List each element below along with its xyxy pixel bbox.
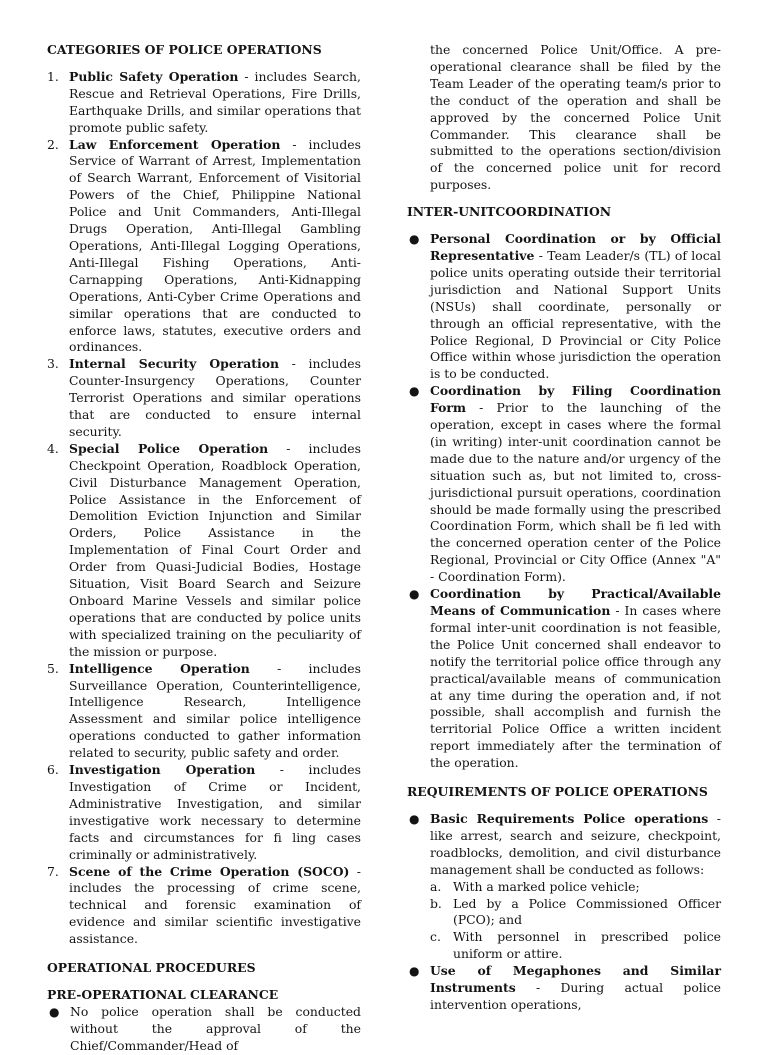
category-item: 2. Law Enforcement Operation - includes Service of Warrant of Arrest, Implementation of Search Warrant, Enforcement of Visitorial Powers of the Chief, Philippine National Police and Unit Commanders, Anti-Illegal Drugs Operation, Anti-Illegal Gambling Operations, Anti-Illegal Logging Operations, Anti-Illegal Fishing Operations, Anti-Carnapping Operations, Anti-Kidnapping Operations, Anti-Cyber Crime Operations and similar operations that are conducted to enforce laws, statutes, executive orders and ordinances. [47, 136, 361, 355]
requirement-item: ● Basic Requirements Police operations - like arrest, search and seizure, checkpoint, roadblocks, demolition, and civil disturbance management shall be conducted as follows: a. With a marked police vehicle; b. Led by a Police Commissioned Officer (PCO); and c. With personnel in prescribed police uniform or attire. [409, 810, 721, 962]
left-column [47, 42, 361, 1055]
clearance-continued: the concerned Police Unit/Office. A pre-operational clearance shall be filed by the Team Leader of the operating team/s prior to the conduct of the operation and shall be approved by the concerned Police Unit Commander. This clearance shall be submitted to the operations section/division of the concerned police unit for record purposes. [430, 42, 721, 193]
sub-requirement-item: a. With a marked police vehicle; [430, 878, 640, 894]
sub-requirement-item: b. Led by a Police Commissioned Officer (PCO); and [430, 895, 721, 928]
category-item: 1. Public Safety Operation - includes Search, Rescue and Retrieval Operations, Fire Drills, Earthquake Drills, and similar operations that promote public safety. [47, 68, 361, 135]
bullet-icon: ● [49, 1004, 60, 1019]
sub-requirement-item: c. With personnel in prescribed police uniform or attire. [430, 929, 721, 962]
category-item: 3. Internal Security Operation - includes Counter-Insurgency Operations, Counter Terrorist Operations and similar operations that are conducted to ensure internal security. [47, 356, 361, 439]
requirements-list [407, 811, 721, 1014]
requirement-item: ● Use of Megaphones and Similar Instruments - During actual police intervention operations, [409, 963, 721, 1012]
clearance-list [47, 1004, 361, 1055]
right-column [407, 42, 721, 1014]
clearance-item: ● No police operation shall be conducted without the approval of the Chief/Commander/Head of [49, 1003, 361, 1053]
coordination-list [407, 231, 721, 772]
coordination-item: ● Coordination by Filing Coordination Form - Prior to the launching of the operation, except in cases where the formal (in writing) inter-unit coordination cannot be made due to the nature and/or urgency of the situation such as, but not limited to, cross-jurisdictional pursuit operations, coordination should be made formally using the prescribed Coordination Form, which shall be fi led with the concerned operation center of the Police Regional, Provincial or City Office (Annex "A" - Coordination Form). [409, 383, 721, 585]
bullet-icon: ● [409, 384, 420, 399]
heading-categories: CATEGORIES OF POLICE OPERATIONS [47, 42, 322, 57]
heading-pre-operational-clearance: PRE-OPERATIONAL CLEARANCE [47, 986, 279, 1002]
heading-inter-unit-coordination: INTER-UNITCOORDINATION [407, 204, 612, 220]
bullet-icon: ● [409, 232, 420, 247]
categories-list [47, 69, 361, 948]
category-item: 6. Investigation Operation - includes Investigation of Crime or Incident, Administrative Investigation, and similar investigative work necessary to determine facts and circumstances for fi ling cases criminally or administratively. [47, 762, 361, 862]
heading-requirements: REQUIREMENTS OF POLICE OPERATIONS [407, 784, 708, 800]
bullet-icon: ● [409, 587, 420, 602]
category-item: 7. Scene of the Crime Operation (SOCO) - includes the processing of crime scene, technical and forensic examination of evidence and similar scientific investigative assistance. [47, 863, 361, 947]
category-item: 5. Intelligence Operation - includes Surveillance Operation, Counterintelligence, Intelligence Research, Intelligence Assessment and similar police intelligence operations conducted to gather information related to security, public safety and order. [47, 660, 361, 761]
bullet-icon: ● [409, 964, 420, 979]
sub-requirements-list [430, 879, 721, 964]
coordination-item: ● Personal Coordination or by Official Representative - Team Leader/s (TL) of local police units operating outside their territorial jurisdiction and National Support Units (NSUs) shall coordinate, personally or through an official representative, with the Police Regional, D Provincial or City Police Office within whose jurisdiction the operation is to be conducted. [409, 231, 721, 382]
bullet-icon: ● [409, 811, 420, 826]
heading-operational-procedures: OPERATIONAL PROCEDURES [47, 960, 256, 976]
category-item: 4. Special Police Operation - includes Checkpoint Operation, Roadblock Operation, Civil Disturbance Management Operation, Police Assistance in the Enforcement of Demolition Eviction Injunction and Similar Orders, Police Assistance in the Implementation of Final Court Order and Order from Quasi-Judicial Bodies, Hostage Situation, Visit Board Search and Seizure Onboard Marine Vessels and similar police operations that are conducted by police units with specialized training on the peculiarity of the mission or purpose. [47, 440, 361, 659]
coordination-item: ● Coordination by Practical/Available Means of Communication - In cases where formal inter-unit coordination is not feasible, the Police Unit concerned shall endeavor to notify the territorial police office through any practical/available means of communication at any time during the operation and, if not possible, shall accomplish and furnish the territorial Police Office a written incident report immediately after the termination of the operation. [409, 586, 721, 771]
